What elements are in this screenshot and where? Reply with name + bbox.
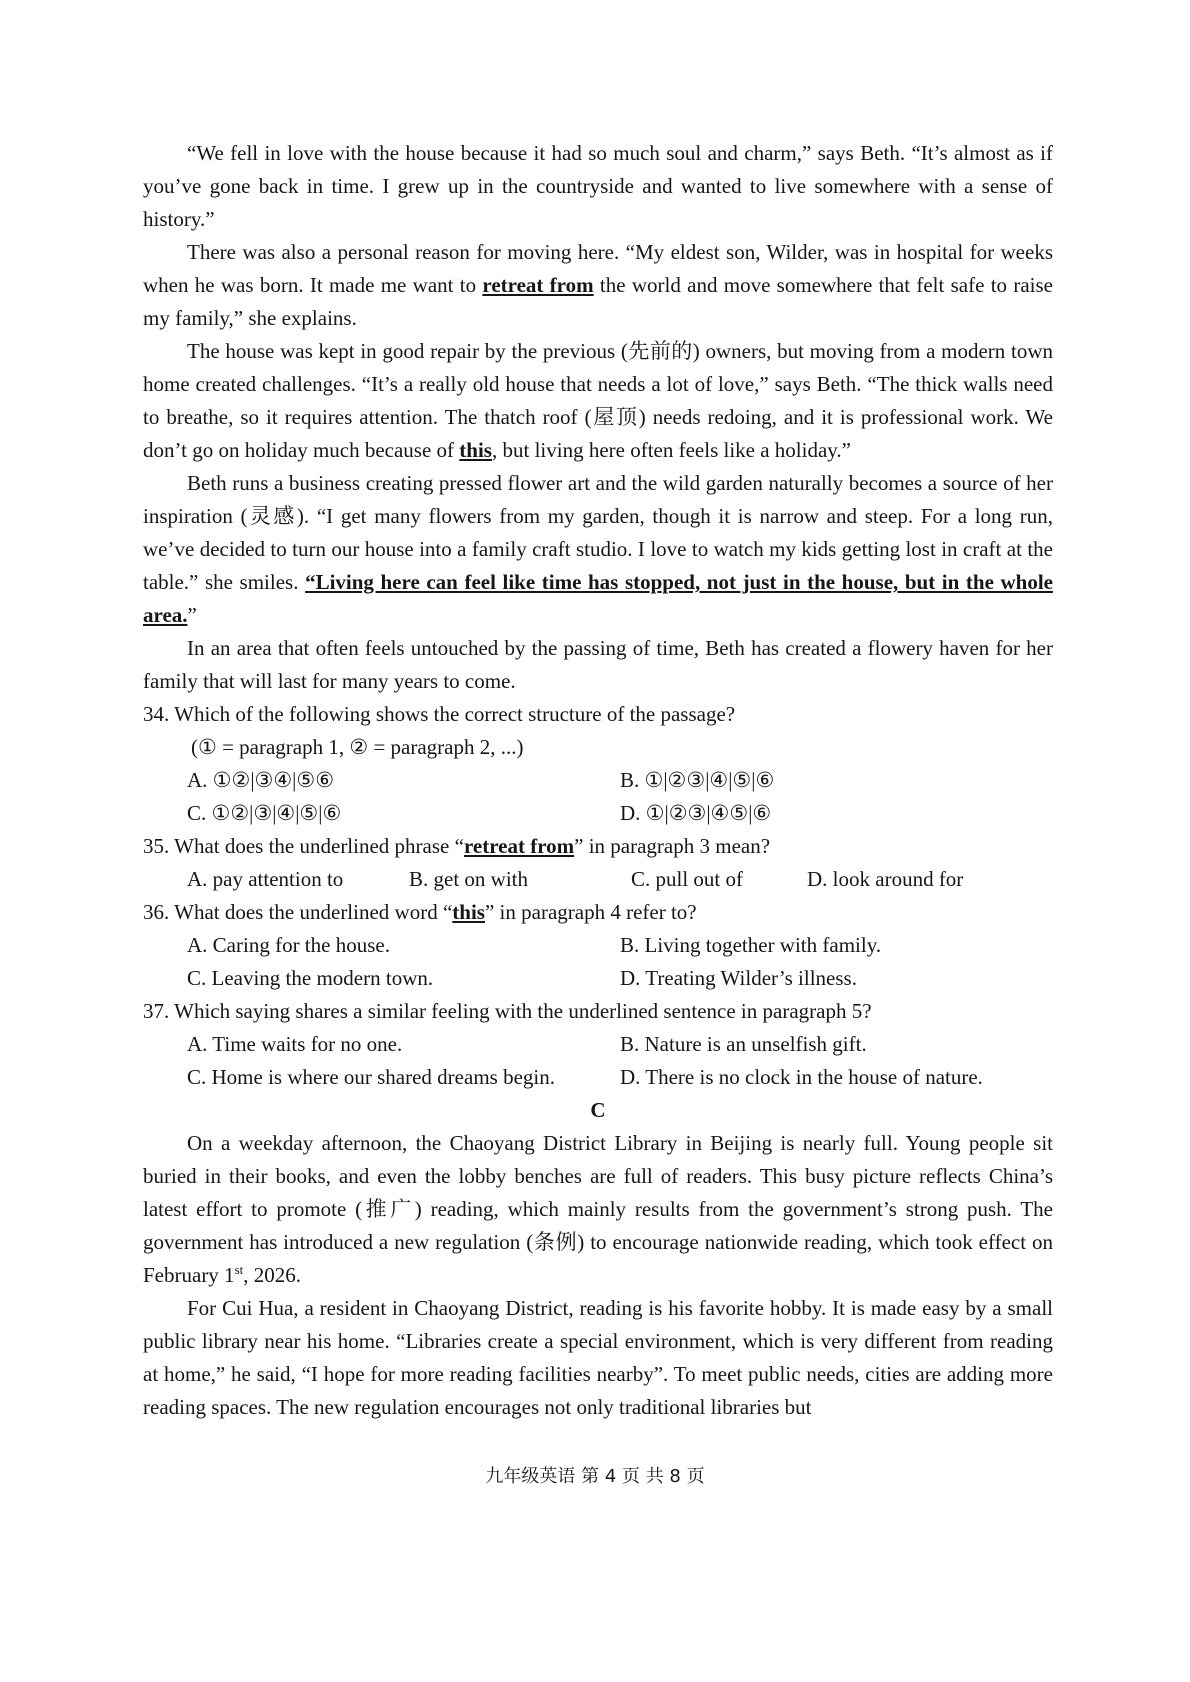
question-34-row-1 [143,764,1053,797]
question-37-row-2 [143,1061,1053,1094]
question-34-stem: 34. Which of the following shows the correct structure of the passage? [143,702,736,726]
option-c: C. ①②|③|④|⑤|⑥ [187,801,342,825]
section-heading-c: C [590,1098,606,1122]
paragraph-2-text-a: There was also a personal reason for moving here. “My eldest son, Wilder, was in hospital for weeks when he was born. It made me want to [143,240,1053,297]
question-35-underlined: retreat from [463,834,575,858]
question-36-row-1 [143,929,1053,962]
option-b: B. get on with [409,867,528,891]
question-36-stem-b: ” in paragraph 4 refer to? [484,900,697,924]
passage-c-paragraph-1-text-b: , 2026. [243,1263,301,1287]
question-37 [143,995,1053,1094]
underlined-sentence: “Living here can feel like time has stopped, not just in the house, but in the whole area. [143,570,1053,627]
option-d: D. ①|②③|④⑤|⑥ [620,801,772,825]
option-d: D. look around for [807,867,964,891]
paragraph-2-text-b: the world and move somewhere that felt safe to raise my family,” she explains. [143,273,1053,330]
question-35-stem-a: 35. What does the underlined phrase “ [143,834,464,858]
question-37-stem: 37. Which saying shares a similar feeling with the underlined sentence in paragraph 5? [143,999,872,1023]
question-36 [143,896,1053,995]
paragraph-4-text-b: ” [187,603,197,627]
paragraph-3-text-a: The house was kept in good repair by the previous (先前的) owners, but moving from a modern town home created challenges. “It’s a really old house that needs a lot of love,” says Beth. “The thick walls need to breathe, so it requires attention. The thatch roof (屋顶) needs redoing, and it is professional work. We don’t go on holiday much because of [143,339,1053,462]
paragraph-3-text-b: , but living here often feels like a holiday.” [491,438,852,462]
question-36-underlined: this [452,900,485,924]
option-c: C. Home is where our shared dreams begin. [187,1065,555,1089]
question-36-row-2 [143,962,1053,995]
option-c: C. pull out of [631,867,744,891]
question-36-stem-a: 36. What does the underlined word “ [143,900,453,924]
option-a: A. pay attention to [187,867,344,891]
page-footer: 九年级英语 第 4 页 共 8 页 [485,1466,705,1487]
paragraph-1: “We fell in love with the house because it had so much soul and charm,” says Beth. “It’s almost as if you’ve gone back in time. I grew up in the countryside and wanted to live somewhere with a sense of history.” [143,141,1053,231]
question-37-row-1 [143,1028,1053,1061]
question-35 [143,830,1053,896]
option-a: A. Caring for the house. [187,933,390,957]
paragraph-2 [143,236,1053,335]
passage-c-paragraph-1 [143,1127,1053,1292]
paragraph-4-text-a: Beth runs a business creating pressed flower art and the wild garden naturally becomes a source of her inspiration (灵感). “I get many flowers from my garden, though it is narrow and steep. For a long run, we’ve decided to turn our house into a family craft studio. I love to watch my kids getting lost in craft at the table.” she smiles. [143,471,1053,594]
ordinal-suffix: st [234,1262,244,1277]
option-b: B. Nature is an unselfish gift. [620,1032,867,1056]
paragraph-5: In an area that often feels untouched by the passing of time, Beth has created a flowery haven for her family that will last for many years to come. [143,636,1053,693]
option-d: D. Treating Wilder’s illness. [620,966,857,990]
underlined-word-this: this [459,438,492,462]
question-34-note: (① = paragraph 1, ② = paragraph 2, ...) [191,735,524,759]
page-body [143,137,1053,1424]
question-34-row-2 [143,797,1053,830]
underlined-phrase-retreat-from: retreat from [482,273,594,297]
question-35-stem [143,830,1053,863]
paragraph-4 [143,467,1053,632]
passage-c-paragraph-2: For Cui Hua, a resident in Chaoyang District, reading is his favorite hobby. It is made easy by a small public library near his home. “Libraries create a special environment, which is very different from reading at home,” he said, “I hope for more reading facilities nearby”. To meet public needs, cities are adding more reading spaces. The new regulation encourages not only traditional libraries but [143,1296,1053,1419]
option-d: D. There is no clock in the house of nature. [620,1065,983,1089]
option-c: C. Leaving the modern town. [187,966,434,990]
option-a: A. ①②|③④|⑤⑥ [187,768,335,792]
question-36-stem [143,896,1053,929]
question-34 [143,698,1053,830]
question-35-stem-b: ” in paragraph 3 mean? [574,834,771,858]
option-b: B. Living together with family. [620,933,882,957]
option-a: A. Time waits for no one. [187,1032,403,1056]
passage-c-paragraph-1-text-a: On a weekday afternoon, the Chaoyang District Library in Beijing is nearly full. Young people sit buried in their books, and even the lobby benches are full of readers. This busy picture reflects China’s latest effort to promote (推广) reading, which mainly results from the government’s strong push. The government has introduced a new regulation (条例) to encourage nationwide reading, which took effect on February 1 [143,1131,1053,1287]
question-35-options [143,863,1053,896]
paragraph-3 [143,335,1053,467]
option-b: B. ①|②③|④|⑤|⑥ [620,768,775,792]
